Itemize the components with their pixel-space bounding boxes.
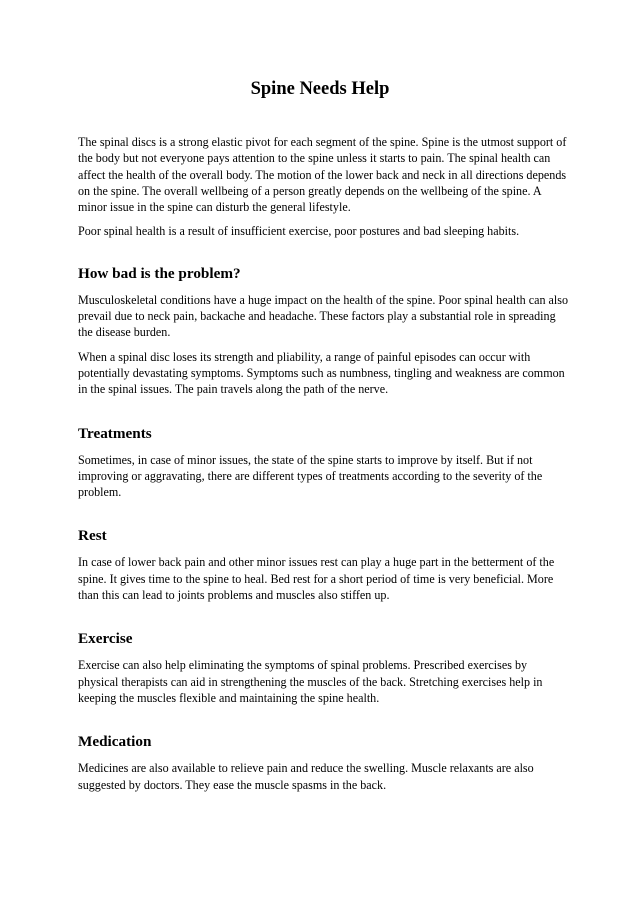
section-heading: Treatments: [78, 424, 152, 442]
section-paragraph: In case of lower back pain and other minor issues rest can play a huge part in the betterment of the spine. It gives time to the spine to heal. Bed rest for a short period of time is very beneficial. More than this can lead to joints problems and muscles also stiffen up.: [78, 555, 555, 603]
intro-paragraph: The spinal discs is a strong elastic pivot for each segment of the spine. Spine is the utmost support of the body but not everyone pays attention to the spine unless it starts to pain. The spinal health can affect the health of the overall body. The motion of the lower back and neck in all directions depends on the spine. The overall wellbeing of a person greatly depends on the wellbeing of the spine. A minor issue in the spine can disturb the general lifestyle.: [78, 135, 567, 215]
section-paragraph: When a spinal disc loses its strength and pliability, a range of painful episodes can occur with potentially devastating symptoms. Symptoms such as numbness, tingling and weakness are common in the spinal issues. The pain travels along the path of the nerve.: [78, 349, 565, 397]
section-how-bad: [78, 264, 570, 398]
document-title: Spine Needs Help: [250, 79, 390, 99]
section-treatments: [78, 424, 570, 501]
section-paragraph: Musculoskeletal conditions have a huge impact on the health of the spine. Poor spinal health can also prevail due to neck pain, backache and headache. These factors play a substantial role in spreading the disease burden.: [78, 292, 569, 340]
section-heading: Rest: [78, 527, 107, 545]
intro-paragraph: Poor spinal health is a result of insufficient exercise, poor postures and bad sleeping habits.: [78, 224, 520, 239]
section-paragraph: Medicines are also available to relieve pain and reduce the swelling. Muscle relaxants are also suggested by doctors. They ease the muscle spasms in the back.: [78, 761, 534, 792]
section-heading: Exercise: [78, 630, 133, 648]
document-body: [78, 134, 570, 793]
section-exercise: [78, 629, 570, 706]
section-heading: How bad is the problem?: [78, 264, 241, 282]
section-heading: Medication: [78, 733, 152, 751]
section-medication: [78, 732, 570, 793]
section-rest: [78, 526, 570, 603]
section-paragraph: Sometimes, in case of minor issues, the state of the spine starts to improve by itself. But if not improving or aggravating, there are different types of treatments according to the severity of the problem.: [78, 452, 543, 500]
section-paragraph: Exercise can also help eliminating the symptoms of spinal problems. Prescribed exercises by physical therapists can aid in strengthening the muscles of the back. Stretching exercises help in keeping the muscles flexible and maintaining the spine health.: [78, 658, 543, 705]
